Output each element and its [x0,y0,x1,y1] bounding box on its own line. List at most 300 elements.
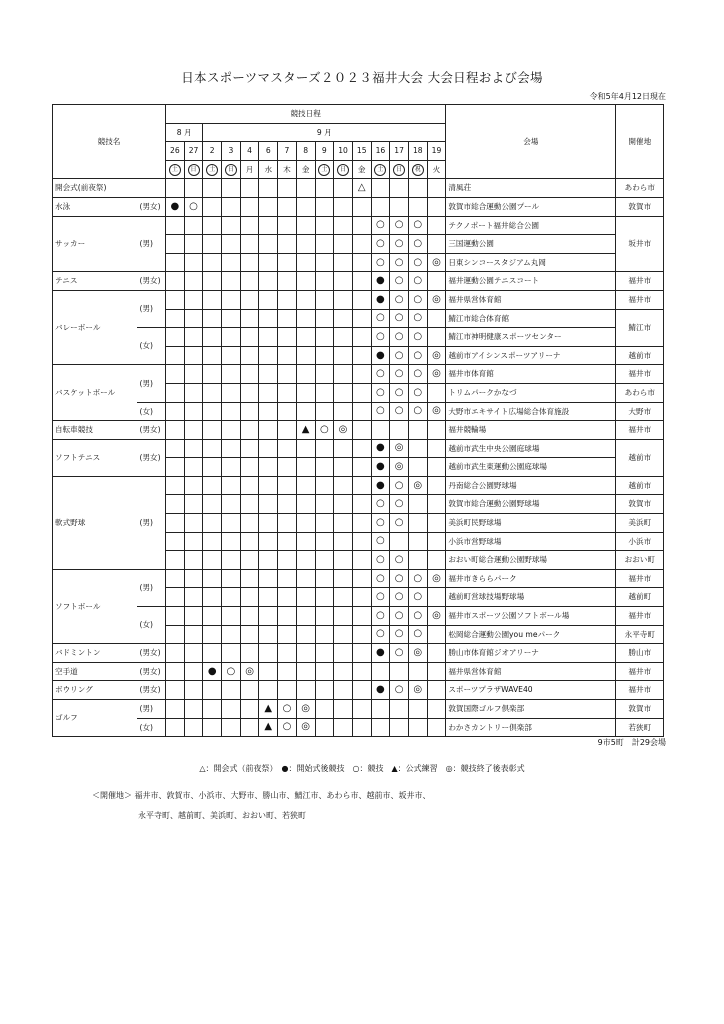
schedule-cell [334,272,353,291]
schedule-cell [427,495,446,514]
schedule-cell: ○ [278,700,297,719]
schedule-cell [240,179,259,198]
schedule-cell [371,662,390,681]
schedule-cell [203,421,222,440]
schedule-cell [334,458,353,477]
schedule-cell: ○ [390,253,409,272]
schedule-cell: ◎ [390,439,409,458]
schedule-cell: ○ [408,625,427,644]
legend: △：開会式（前夜祭） ●：開始式後競技 ○：競技 ▲：公式練習 ◎：競技終了後表彰式 [199,764,525,773]
schedule-cell [166,476,185,495]
schedule-cell [222,383,241,402]
schedule-cell [259,179,278,198]
schedule-cell [334,179,353,198]
schedule-cell [334,439,353,458]
event-name: テニス [53,272,137,291]
schedule-cell [278,402,297,421]
schedule-cell: ○ [371,328,390,347]
schedule-cell [166,700,185,719]
schedule-cell: ○ [408,569,427,588]
municipality: 福井市 [616,569,664,588]
schedule-cell [203,495,222,514]
schedule-cell [334,290,353,309]
venue-name: 小浜市営野球場 [446,532,616,551]
schedule-cell: ◎ [408,644,427,663]
schedule-cell [240,458,259,477]
header-month-sep: 9 月 [203,123,446,142]
schedule-cell [203,216,222,235]
schedule-cell [259,476,278,495]
municipality: 福井市 [616,421,664,440]
schedule-cell [352,439,371,458]
schedule-cell [184,216,203,235]
schedule-cell [427,272,446,291]
schedule-cell [315,328,334,347]
schedule-cell [222,514,241,533]
schedule-cell [184,421,203,440]
schedule-cell [259,458,278,477]
schedule-cell [259,588,278,607]
schedule-cell: ◎ [427,290,446,309]
schedule-cell [203,569,222,588]
schedule-cell [240,272,259,291]
schedule-cell: ○ [390,625,409,644]
schedule-cell: ○ [408,402,427,421]
header-schedule: 競技日程 [166,105,446,124]
schedule-cell [315,718,334,737]
schedule-cell [334,662,353,681]
schedule-row [53,365,664,384]
venue-name: 敦賀市総合運動公園野球場 [446,495,616,514]
schedule-cell: ● [371,458,390,477]
schedule-cell [240,328,259,347]
header-weekday [184,160,203,179]
schedule-cell [240,514,259,533]
schedule-cell [352,197,371,216]
hosts-line-1: ＜開催地＞ 福井市、敦賀市、小浜市、大野市、勝山市、鯖江市、あわら市、越前市、坂井市、 [92,791,431,800]
schedule-cell [278,588,297,607]
municipality: 敦賀市 [616,197,664,216]
schedule-cell: ◎ [427,253,446,272]
weekday-circled: 日 [337,164,349,176]
event-name: ゴルフ [53,700,137,737]
schedule-cell: ● [371,644,390,663]
schedule-cell [166,588,185,607]
schedule-cell [334,402,353,421]
schedule-cell [184,346,203,365]
header-weekday: 火 [427,160,446,179]
header-day: 9 [315,142,334,161]
header-municipality: 開催地 [616,105,664,179]
event-name: 開会式(前夜祭) [53,179,137,198]
schedule-cell: ◎ [334,421,353,440]
schedule-cell: ○ [390,476,409,495]
schedule-cell [203,272,222,291]
schedule-cell [222,700,241,719]
schedule-cell [166,569,185,588]
header-weekday: 木 [278,160,297,179]
schedule-cell [184,569,203,588]
schedule-cell [296,346,315,365]
schedule-cell [315,514,334,533]
schedule-cell [296,476,315,495]
municipality: 大野市 [616,402,664,421]
schedule-row [53,718,664,737]
schedule-cell [352,421,371,440]
event-gender: (男) [137,569,166,606]
municipality: 若狭町 [616,718,664,737]
schedule-cell [427,197,446,216]
header-weekday [203,160,222,179]
page-title: 日本スポーツマスターズ２０２３福井大会 大会日程および会場 [181,70,543,85]
schedule-cell [427,662,446,681]
event-name: ボウリング [53,681,137,700]
schedule-cell [278,681,297,700]
schedule-cell [259,309,278,328]
header-day: 6 [259,142,278,161]
schedule-cell [315,290,334,309]
schedule-cell [334,476,353,495]
schedule-cell: ○ [408,365,427,384]
venue-name: おおい町総合運動公園野球場 [446,551,616,570]
schedule-cell: ○ [390,551,409,570]
schedule-cell: ○ [184,197,203,216]
schedule-cell [259,514,278,533]
schedule-cell [296,272,315,291]
schedule-cell: ○ [390,514,409,533]
schedule-cell [315,700,334,719]
venue-name: 丹南総合公園野球場 [446,476,616,495]
schedule-cell [184,439,203,458]
venue-name: 越前市武生東運動公園庭球場 [446,458,616,477]
schedule-cell [222,532,241,551]
municipality: 福井市 [616,272,664,291]
municipality: あわら市 [616,383,664,402]
venue-name: トリムパークかなづ [446,383,616,402]
weekday-circled: 土 [169,164,181,176]
schedule-cell: ○ [390,290,409,309]
event-gender: (男) [137,365,166,402]
header-day: 7 [278,142,297,161]
schedule-cell [296,458,315,477]
event-gender: (男女) [137,272,166,291]
venue-name: 越前市武生中央公園庭球場 [446,439,616,458]
schedule-cell [184,309,203,328]
venue-name: 越前市アイシンスポーツアリーナ [446,346,616,365]
schedule-cell [296,681,315,700]
schedule-cell [240,588,259,607]
schedule-cell [203,290,222,309]
schedule-cell [240,625,259,644]
schedule-cell [259,365,278,384]
schedule-cell: ◎ [240,662,259,681]
schedule-cell [166,551,185,570]
schedule-cell: ○ [408,588,427,607]
schedule-cell [184,644,203,663]
schedule-cell [296,662,315,681]
schedule-cell [352,309,371,328]
schedule-cell [427,216,446,235]
venue-name: 鯖江市神明健康スポーツセンター [446,328,616,347]
schedule-cell [296,253,315,272]
schedule-cell: ◎ [408,476,427,495]
header-weekday [334,160,353,179]
schedule-cell [259,569,278,588]
schedule-cell [427,421,446,440]
schedule-cell [166,532,185,551]
venue-name: 福井市きららパーク [446,569,616,588]
schedule-cell [296,607,315,626]
venue-name: 清風荘 [446,179,616,198]
schedule-cell [240,700,259,719]
schedule-cell [222,476,241,495]
header-weekday [315,160,334,179]
schedule-cell [352,402,371,421]
schedule-cell [296,383,315,402]
schedule-cell [203,235,222,254]
schedule-cell [390,700,409,719]
schedule-cell: ▲ [259,718,278,737]
schedule-cell [240,235,259,254]
schedule-cell [278,625,297,644]
schedule-cell [390,197,409,216]
schedule-row [53,290,664,309]
schedule-cell: ○ [408,328,427,347]
schedule-cell: ● [166,197,185,216]
schedule-cell [315,476,334,495]
schedule-cell [334,569,353,588]
schedule-cell [278,476,297,495]
schedule-cell [427,532,446,551]
schedule-row [53,402,664,421]
venue-name: 福井市スポーツ公園ソフトボール場 [446,607,616,626]
schedule-cell [315,625,334,644]
schedule-cell [315,383,334,402]
municipality: 坂井市 [616,216,664,272]
schedule-cell [222,625,241,644]
schedule-cell [259,439,278,458]
schedule-cell [427,328,446,347]
schedule-cell [184,253,203,272]
schedule-cell: ○ [408,383,427,402]
schedule-cell: ○ [408,253,427,272]
event-name: 軟式野球 [53,476,137,569]
header-weekday: 金 [352,160,371,179]
schedule-cell: ○ [371,588,390,607]
schedule-cell [296,495,315,514]
weekday-circled: 土 [374,164,386,176]
schedule-cell: ○ [371,495,390,514]
schedule-cell [203,625,222,644]
schedule-cell [259,253,278,272]
header-weekday [371,160,390,179]
schedule-cell: ○ [408,346,427,365]
header-day: 4 [240,142,259,161]
venue-name: 勝山市体育館ジオアリーナ [446,644,616,663]
schedule-cell [408,662,427,681]
schedule-cell [240,644,259,663]
venue-name: 敦賀市総合運動公園プール [446,197,616,216]
schedule-cell [427,700,446,719]
schedule-cell [408,458,427,477]
event-name: サッカー [53,216,137,272]
schedule-cell [408,495,427,514]
schedule-cell: ○ [408,272,427,291]
event-gender: (男女) [137,662,166,681]
schedule-row [53,662,664,681]
event-gender: (男) [137,700,166,719]
schedule-cell [166,216,185,235]
schedule-cell [296,309,315,328]
header-weekday [390,160,409,179]
schedule-cell [240,253,259,272]
schedule-cell [334,365,353,384]
schedule-cell [352,681,371,700]
schedule-cell [259,383,278,402]
schedule-cell [203,309,222,328]
header-weekday: 月 [240,160,259,179]
schedule-row [53,607,664,626]
municipality: 越前市 [616,346,664,365]
schedule-cell [278,197,297,216]
schedule-cell: ○ [390,569,409,588]
schedule-cell [222,216,241,235]
weekday-circled: 土 [206,164,218,176]
schedule-cell: ○ [371,216,390,235]
schedule-row [53,179,664,198]
schedule-cell [352,235,371,254]
schedule-cell [166,179,185,198]
schedule-cell [427,383,446,402]
schedule-cell [166,402,185,421]
schedule-cell [203,328,222,347]
schedule-cell [334,607,353,626]
schedule-cell: ● [203,662,222,681]
schedule-table [52,104,664,737]
schedule-cell [259,328,278,347]
schedule-cell: ◎ [427,346,446,365]
as-of-date: 令和5年4月12日現在 [589,92,666,101]
event-gender: (男女) [137,644,166,663]
schedule-cell [278,328,297,347]
schedule-cell [334,514,353,533]
schedule-cell [315,235,334,254]
municipality: 小浜市 [616,532,664,551]
schedule-cell: ○ [390,644,409,663]
schedule-cell [296,439,315,458]
schedule-cell [427,309,446,328]
schedule-cell [203,179,222,198]
schedule-cell [240,309,259,328]
schedule-cell [203,458,222,477]
schedule-cell [427,681,446,700]
schedule-cell [184,272,203,291]
schedule-cell [240,197,259,216]
schedule-cell [352,588,371,607]
schedule-cell [240,216,259,235]
schedule-cell [352,253,371,272]
schedule-cell [222,588,241,607]
schedule-cell [278,216,297,235]
schedule-cell [259,625,278,644]
municipality: 敦賀市 [616,495,664,514]
schedule-cell [166,309,185,328]
schedule-cell [296,625,315,644]
schedule-cell [278,607,297,626]
header-day: 8 [296,142,315,161]
schedule-cell: ○ [371,569,390,588]
schedule-cell [315,309,334,328]
schedule-cell: ◎ [296,718,315,737]
weekday-circled: 日 [225,164,237,176]
schedule-cell: ● [371,439,390,458]
schedule-cell [222,235,241,254]
schedule-cell [203,644,222,663]
schedule-cell [203,681,222,700]
schedule-cell [278,514,297,533]
schedule-cell [278,346,297,365]
municipality: 美浜町 [616,514,664,533]
schedule-cell [184,625,203,644]
header-day: 17 [390,142,409,161]
schedule-cell [222,644,241,663]
schedule-cell [166,346,185,365]
schedule-cell: ○ [371,253,390,272]
schedule-cell [315,216,334,235]
header-month-aug: 8 月 [166,123,203,142]
schedule-cell [203,346,222,365]
schedule-cell [334,681,353,700]
schedule-cell: ○ [390,235,409,254]
schedule-cell [371,421,390,440]
schedule-cell [259,495,278,514]
schedule-cell [390,718,409,737]
schedule-cell [334,588,353,607]
schedule-cell [315,495,334,514]
event-gender: (男) [137,216,166,272]
schedule-cell [278,569,297,588]
event-gender: (男女) [137,421,166,440]
schedule-cell [278,495,297,514]
venue-name: 福井市体育館 [446,365,616,384]
schedule-cell: ○ [371,532,390,551]
schedule-cell [259,216,278,235]
schedule-cell [296,197,315,216]
schedule-cell [390,532,409,551]
schedule-cell [315,272,334,291]
schedule-cell [166,625,185,644]
schedule-cell [427,235,446,254]
schedule-cell [278,662,297,681]
event-gender: (男) [137,476,166,569]
schedule-cell [166,365,185,384]
venue-name: わかさカントリー倶楽部 [446,718,616,737]
schedule-cell [240,495,259,514]
schedule-row [53,328,664,347]
weekday-circled: 日 [188,164,200,176]
schedule-cell [240,569,259,588]
schedule-cell [240,421,259,440]
schedule-cell [278,421,297,440]
schedule-cell [427,718,446,737]
schedule-cell [222,272,241,291]
schedule-cell: ○ [390,272,409,291]
schedule-cell [427,439,446,458]
schedule-cell [408,700,427,719]
event-name: バスケットボール [53,365,137,421]
schedule-cell [352,644,371,663]
schedule-cell [334,216,353,235]
